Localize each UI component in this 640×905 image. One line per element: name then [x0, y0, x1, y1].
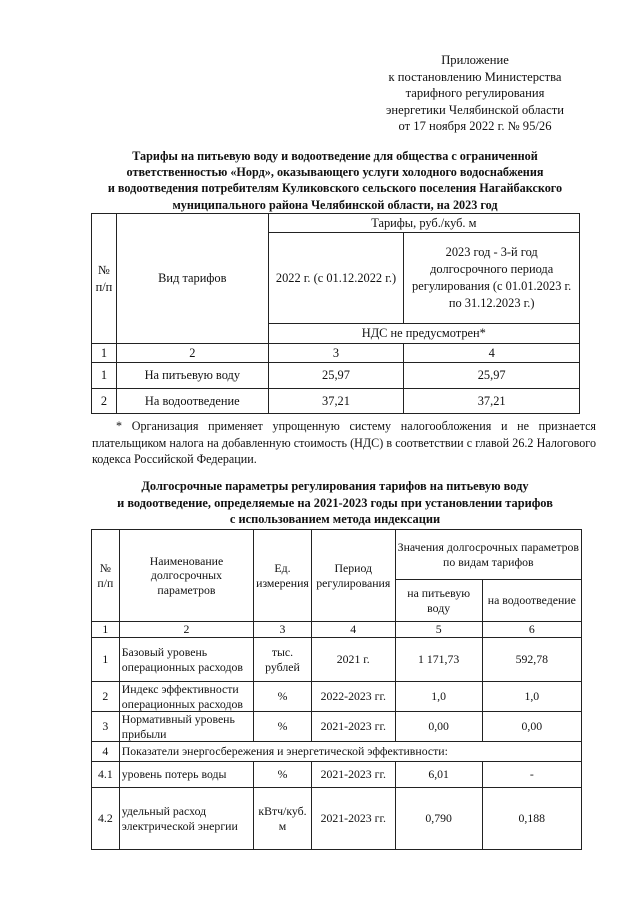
column-number: 6 — [482, 622, 581, 638]
column-number: 5 — [395, 622, 482, 638]
header-kind: Вид тарифов — [116, 214, 268, 344]
row-num: 4 — [92, 742, 120, 762]
table-row — [92, 389, 580, 414]
table-row — [92, 682, 582, 712]
row-name: уровень потерь воды — [119, 762, 253, 788]
table-row — [92, 638, 582, 682]
column-number: 4 — [311, 622, 395, 638]
column-number: 2 — [119, 622, 253, 638]
header-tariffs: Тарифы, руб./куб. м — [268, 214, 579, 233]
tariffs-table — [91, 213, 580, 414]
column-numbers-row — [92, 622, 582, 638]
params-table — [91, 529, 582, 850]
header-num: № п/п — [92, 214, 117, 344]
column-numbers-row — [92, 344, 580, 363]
row-water: 0,790 — [395, 788, 482, 850]
row-sewer: 0,188 — [482, 788, 581, 850]
row-sewer: 0,00 — [482, 712, 581, 742]
footnote-first-line: * Организация применяет упрощенную систему налогообложения и не признается — [116, 419, 596, 433]
row-sewer: 592,78 — [482, 638, 581, 682]
appendix-line: к постановлению Министерства — [388, 69, 562, 84]
header-period: Период регулирования — [311, 530, 395, 622]
appendix-header — [340, 52, 610, 135]
row-value-2022: 37,21 — [268, 389, 404, 414]
row-name: Индекс эффективности операционных расходов — [119, 682, 253, 712]
row-unit: тыс. рублей — [254, 638, 312, 682]
row-num: 2 — [92, 389, 117, 414]
row-unit: % — [254, 712, 312, 742]
row-period: 2021 г. — [311, 638, 395, 682]
row-period: 2021-2023 гг. — [311, 788, 395, 850]
appendix-line: тарифного регулирования — [405, 86, 545, 100]
appendix-line: энергетики Челябинской области — [386, 102, 564, 117]
row-sewer: 1,0 — [482, 682, 581, 712]
row-water: 0,00 — [395, 712, 482, 742]
row-name: На водоотведение — [116, 389, 268, 414]
row-num: 4.2 — [92, 788, 120, 850]
tariffs-title-line: и водоотведения потребителям Куликовского сельского поселения Нагайбакского — [107, 181, 563, 196]
row-value-2023: 25,97 — [404, 363, 580, 389]
column-number: 3 — [254, 622, 312, 638]
header-2022: 2022 г. (с 01.12.2022 г.) — [268, 233, 404, 324]
tariffs-title-line: Тарифы на питьевую воду и водоотведение для общества с ограниченной — [132, 149, 538, 163]
row-water: 1 171,73 — [395, 638, 482, 682]
row-water: 6,01 — [395, 762, 482, 788]
header-vat: НДС не предусмотрен* — [268, 324, 579, 344]
row-period: 2021-2023 гг. — [311, 762, 395, 788]
tariffs-title — [70, 148, 600, 213]
row-num: 2 — [92, 682, 120, 712]
appendix-line: Приложение — [441, 53, 509, 67]
table-row — [92, 788, 582, 850]
row-unit: % — [254, 762, 312, 788]
row-num: 1 — [92, 638, 120, 682]
header-values: Значения долгосрочных параметров по видам тарифов — [395, 530, 581, 580]
row-section-title: Показатели энергосбережения и энергетической эффективности: — [119, 742, 581, 762]
params-title-line: и водоотведение, определяемые на 2021-2023 годы при установлении тарифов — [117, 495, 553, 510]
params-title — [70, 478, 600, 528]
table-row — [92, 762, 582, 788]
footnote-rest: плательщиком налога на добавленную стоимость (НДС) в соответствии с главой 26.2 Налогового кодекса Российской Федерации. — [92, 435, 596, 467]
row-name: Базовый уровень операционных расходов — [119, 638, 253, 682]
header-name: Наименование долгосрочных параметров — [119, 530, 253, 622]
row-period: 2021-2023 гг. — [311, 712, 395, 742]
row-num: 1 — [92, 363, 117, 389]
row-name: Нормативный уровень прибыли — [119, 712, 253, 742]
table-row — [92, 712, 582, 742]
row-num: 4.1 — [92, 762, 120, 788]
row-unit: кВтч/куб. м — [254, 788, 312, 850]
params-title-line: с использованием метода индексации — [229, 512, 441, 526]
footnote — [92, 418, 596, 468]
row-water: 1,0 — [395, 682, 482, 712]
column-number: 3 — [268, 344, 404, 363]
row-name: На питьевую воду — [116, 363, 268, 389]
header-num: № п/п — [92, 530, 120, 622]
header-2023: 2023 год - 3-й год долгосрочного периода регулирования (с 01.01.2023 г. по 31.12.2023 г.) — [404, 233, 580, 324]
header-unit: Ед. измерения — [254, 530, 312, 622]
row-value-2022: 25,97 — [268, 363, 404, 389]
row-sewer: - — [482, 762, 581, 788]
column-number: 4 — [404, 344, 580, 363]
header-water: на питьевую воду — [395, 580, 482, 622]
row-value-2023: 37,21 — [404, 389, 580, 414]
tariffs-title-line: ответственностью «Норд», оказывающего услуги холодного водоснабжения — [126, 165, 544, 180]
table-row — [92, 363, 580, 389]
params-title-line: Долгосрочные параметры регулирования тарифов на питьевую воду — [141, 479, 529, 493]
appendix-line: от 17 ноября 2022 г. № 95/26 — [398, 119, 552, 133]
row-period: 2022-2023 гг. — [311, 682, 395, 712]
column-number: 1 — [92, 622, 120, 638]
row-unit: % — [254, 682, 312, 712]
header-sewer: на водоотведение — [482, 580, 581, 622]
tariffs-title-line: муниципального района Челябинской области, на 2023 год — [172, 197, 498, 212]
column-number: 1 — [92, 344, 117, 363]
row-name: удельный расход электрической энергии — [119, 788, 253, 850]
column-number: 2 — [116, 344, 268, 363]
row-num: 3 — [92, 712, 120, 742]
table-row — [92, 742, 582, 762]
